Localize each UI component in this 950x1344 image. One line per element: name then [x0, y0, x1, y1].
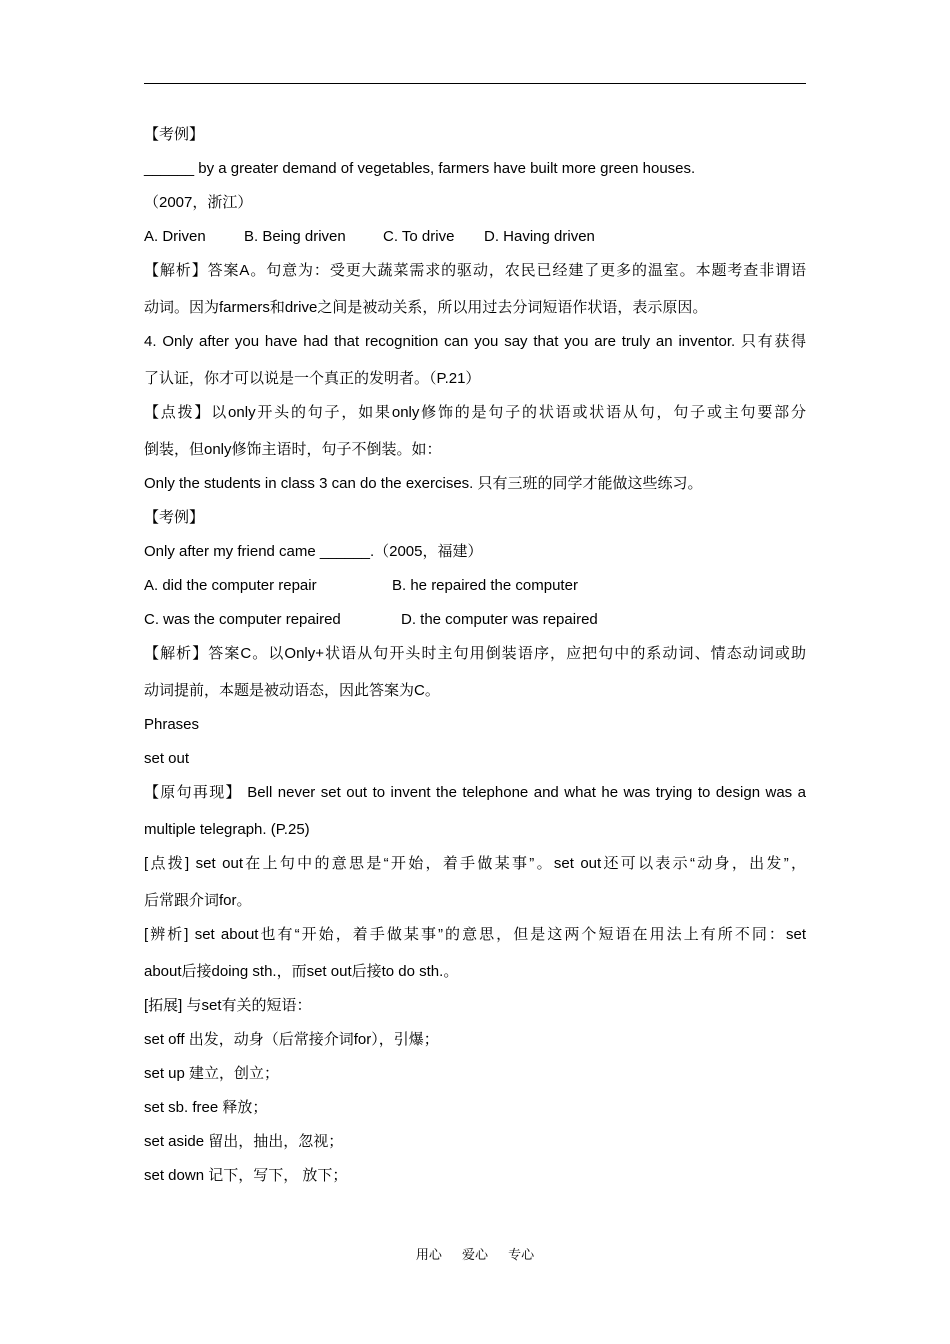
- example-sentence: 了认证，你才可以说是一个真正的发明者。（P.21）: [144, 370, 481, 387]
- option-c: C. was the computer repaired: [144, 611, 341, 628]
- analysis-line: 【解析】答案A。句意为：受更大蔬菜需求的驱动，农民已经建了更多的温室。本题考查非谓语: [144, 262, 806, 279]
- phrase-item: set sb. free 释放；: [144, 1099, 268, 1116]
- options-row: [144, 224, 806, 249]
- question-source: （2007，浙江）: [144, 194, 253, 211]
- example-sentence: Only the students in class 3 can do the exercises. 只有三班的同学才能做这些练习。: [144, 475, 703, 492]
- option-c: C. To drive: [383, 228, 455, 245]
- original-sentence: multiple telegraph. (P.25): [144, 821, 310, 838]
- original-sentence: 【原句再现】 Bell never set out to invent the telephone and what he was trying to design was a: [144, 784, 806, 801]
- question-sentence: ______ by a greater demand of vegetables, farmers have built more green houses.: [144, 160, 696, 177]
- distinction-line: about后接doing sth.，而set out后接to do sth.。: [144, 963, 459, 980]
- option-d: D. the computer was repaired: [401, 611, 598, 628]
- analysis-line: 动词。因为farmers和drive之间是被动关系，所以用过去分词短语作状语，表示原因。: [144, 299, 708, 316]
- page-footer: 用心 爱心 专心: [415, 1248, 535, 1263]
- option-b: B. Being driven: [244, 228, 346, 245]
- option-a: A. Driven: [144, 228, 206, 245]
- analysis-line: 【解析】答案C。以Only+状语从句开头时主句用倒装语序，应把句中的系动词、情态动词或助: [144, 645, 806, 662]
- distinction-line: [辨析] set about也有“开始，着手做某事”的意思，但是这两个短语在用法上有所不同：set: [144, 926, 806, 943]
- option-d: D. Having driven: [484, 228, 595, 245]
- phrase-heading: set out: [144, 750, 190, 767]
- phrase-item: set aside 留出，抽出，忽视；: [144, 1133, 344, 1150]
- phrase-item: set down 记下，写下， 放下；: [144, 1167, 348, 1184]
- options-row: [144, 607, 806, 632]
- extension-heading: [拓展] 与set有关的短语：: [144, 997, 312, 1014]
- option-b: B. he repaired the computer: [392, 577, 578, 594]
- option-a: A. did the computer repair: [144, 577, 317, 594]
- tip-line: 倒装，但only修饰主语时，句子不倒装。如：: [144, 441, 442, 458]
- header-rule: [144, 83, 806, 84]
- section-heading: Phrases: [144, 716, 200, 733]
- options-row: [144, 573, 806, 598]
- phrase-item: set up 建立，创立；: [144, 1065, 280, 1082]
- question-sentence: Only after my friend came ______.（2005，福建）: [144, 543, 483, 560]
- example-sentence: 4. Only after you have had that recognition can you say that you are truly an inventor. 只有获得: [144, 333, 806, 350]
- phrase-item: set off 出发，动身（后常接介词for），引爆；: [144, 1031, 439, 1048]
- document-body: [144, 122, 806, 1197]
- tip-line: 后常跟介词for。: [144, 892, 252, 909]
- analysis-line: 动词提前，本题是被动语态，因此答案为C。: [144, 682, 440, 699]
- tip-line: [点拨] set out在上句中的意思是“开始，着手做某事”。set out还可以表示“动身，出发”，: [144, 855, 806, 872]
- example-heading: 【考例】: [144, 509, 205, 526]
- example-heading: 【考例】: [144, 126, 205, 143]
- tip-line: 【点拨】以only开头的句子，如果only修饰的是句子的状语或状语从句，句子或主句要部分: [144, 404, 806, 421]
